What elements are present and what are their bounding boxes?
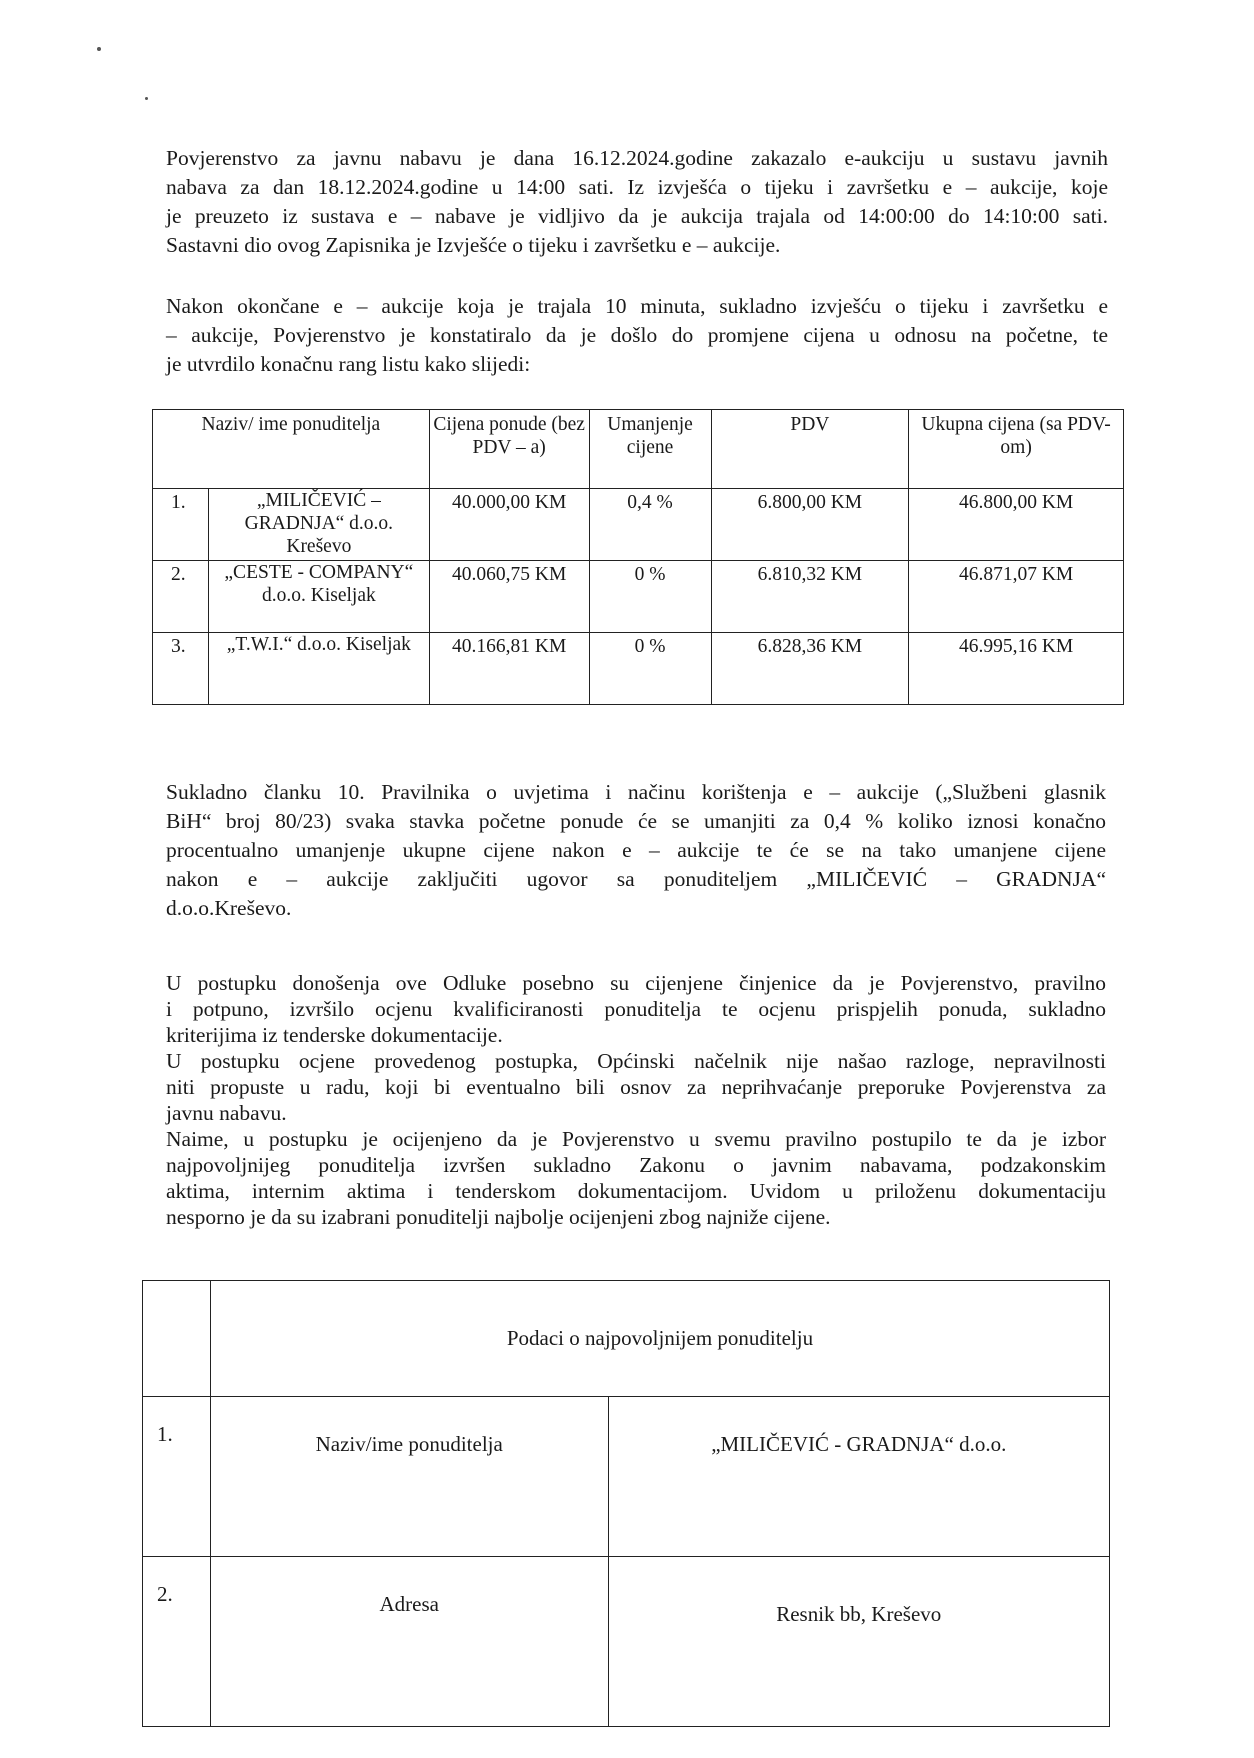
text-line: Sukladno članku 10. Pravilnika o uvjetima i načinu korištenja e – aukcije („Službeni glasnik [166, 780, 1106, 804]
offer-price: 40.000,00 KM [429, 489, 589, 561]
text-line: U postupku ocjene provedenog postupka, Općinski načelnik nije našao razloge, nepravilnosti [166, 1049, 1106, 1073]
total-price: 46.995,16 KM [909, 633, 1124, 705]
text-line: kriterijima iz tenderske dokumentacije. [166, 1023, 503, 1047]
text-line: niti propuste u radu, koji bi eventualno bili osnov za neprihvaćanje preporuke Povjerenstva za [166, 1075, 1106, 1099]
offer-price: 40.060,75 KM [429, 561, 589, 633]
header-total-price: Ukupna cijena (sa PDV-om) [909, 410, 1124, 489]
row-number: 3. [153, 633, 209, 705]
scan-speck [97, 47, 101, 51]
vat-amount: 6.828,36 KM [711, 633, 909, 705]
vat-amount: 6.800,00 KM [711, 489, 909, 561]
ranking-table [152, 409, 1124, 705]
table-row [143, 1557, 1110, 1727]
price-reduction: 0,4 % [589, 489, 711, 561]
row-number: 1. [153, 489, 209, 561]
table-header-row [153, 410, 1124, 489]
header-vat: PDV [711, 410, 909, 489]
price-reduction: 0 % [589, 633, 711, 705]
bidder-name: „T.W.I.“ d.o.o. Kiseljak [208, 633, 429, 705]
text-line: procentualno umanjenje ukupne cijene nakon e – aukcije te će se na tako umanjene cijene [166, 838, 1106, 862]
paragraph-auction-schedule [166, 144, 1108, 260]
table-row [153, 561, 1124, 633]
scan-speck [145, 97, 148, 100]
bidder-name: „MILIČEVIĆ – GRADNJA“ d.o.o. Kreševo [208, 489, 429, 561]
text-line: U postupku donošenja ove Odluke posebno su cijenjene činjenice da je Povjerenstvo, pravilno [166, 971, 1106, 995]
offer-price: 40.166,81 KM [429, 633, 589, 705]
field-value: Resnik bb, Kreševo [608, 1557, 1109, 1727]
total-price: 46.800,00 KM [909, 489, 1124, 561]
total-price: 46.871,07 KM [909, 561, 1124, 633]
text-line: javnu nabavu. [166, 1101, 287, 1125]
text-line: Sastavni dio ovog Zapisnika je Izvješće o tijeku i završetku e – aukcije. [166, 233, 781, 257]
row-number: 1. [143, 1397, 211, 1557]
text-line: nesporno je da su izabrani ponuditelji najbolje ocijenjeni zbog najniže cijene. [166, 1205, 831, 1229]
empty-cell [143, 1281, 211, 1397]
text-line: i potpuno, izvršilo ocjenu kvalificiranosti ponuditelja te ocjenu prispjelih ponuda, sukladno [166, 997, 1106, 1021]
header-offer-price: Cijena ponude (bez PDV – a) [429, 410, 589, 489]
text-line: aktima, internim aktima i tenderskom dokumentacijom. Uvidom u priloženu dokumentaciju [166, 1179, 1106, 1203]
text-line: BiH“ broj 80/23) svaka stavka početne ponude će se umanjiti za 0,4 % koliko iznosi konačno [166, 809, 1106, 833]
text-line: Povjerenstvo za javnu nabavu je dana 16.12.2024.godine zakazalo e-aukciju u sustavu javnih [166, 146, 1108, 170]
text-line: Naime, u postupku je ocijenjeno da je Povjerenstvo u svemu pravilno postupilo te da je izbor [166, 1127, 1106, 1151]
text-line: je preuzeto iz sustava e – nabave je vidljivo da je aukcija trajala od 14:00:00 do 14:10:00 sati. [166, 204, 1108, 228]
field-value: „MILIČEVIĆ - GRADNJA“ d.o.o. [608, 1397, 1109, 1557]
text-line: d.o.o.Kreševo. [166, 896, 292, 920]
paragraph-decision-reasoning [166, 970, 1106, 1230]
row-number: 2. [153, 561, 209, 633]
row-number: 2. [143, 1557, 211, 1727]
table-row [143, 1397, 1110, 1557]
table-row [153, 633, 1124, 705]
text-line: Nakon okončane e – aukcije koja je trajala 10 minuta, sukladno izvješću o tijeku i završetku e [166, 294, 1108, 318]
table-title-row [143, 1281, 1110, 1397]
bidder-name: „CESTE - COMPANY“ d.o.o. Kiseljak [208, 561, 429, 633]
header-bidder-name: Naziv/ ime ponuditelja [153, 410, 430, 489]
paragraph-regulation [166, 778, 1106, 923]
best-bidder-table [142, 1280, 1110, 1727]
price-reduction: 0 % [589, 561, 711, 633]
table-title: Podaci o najpovoljnijem ponuditelju [210, 1281, 1109, 1397]
text-line: – aukcije, Povjerenstvo je konstatiralo da je došlo do promjene cijena u odnosu na početne, te [166, 323, 1108, 347]
paragraph-ranking-intro [166, 292, 1108, 379]
text-line: nakon e – aukcije zaključiti ugovor sa ponuditeljem „MILIČEVIĆ – GRADNJA“ [166, 867, 1106, 891]
vat-amount: 6.810,32 KM [711, 561, 909, 633]
text-line: nabava za dan 18.12.2024.godine u 14:00 sati. Iz izvješća o tijeku i završetku e – aukcije, koje [166, 175, 1108, 199]
header-price-reduction: Umanjenje cijene [589, 410, 711, 489]
field-label: Adresa [210, 1557, 608, 1727]
text-line: je utvrdilo konačnu rang listu kako slijedi: [166, 352, 531, 376]
field-label: Naziv/ime ponuditelja [210, 1397, 608, 1557]
table-row [153, 489, 1124, 561]
text-line: najpovoljnijeg ponuditelja izvršen sukladno Zakonu o javnim nabavama, podzakonskim [166, 1153, 1106, 1177]
